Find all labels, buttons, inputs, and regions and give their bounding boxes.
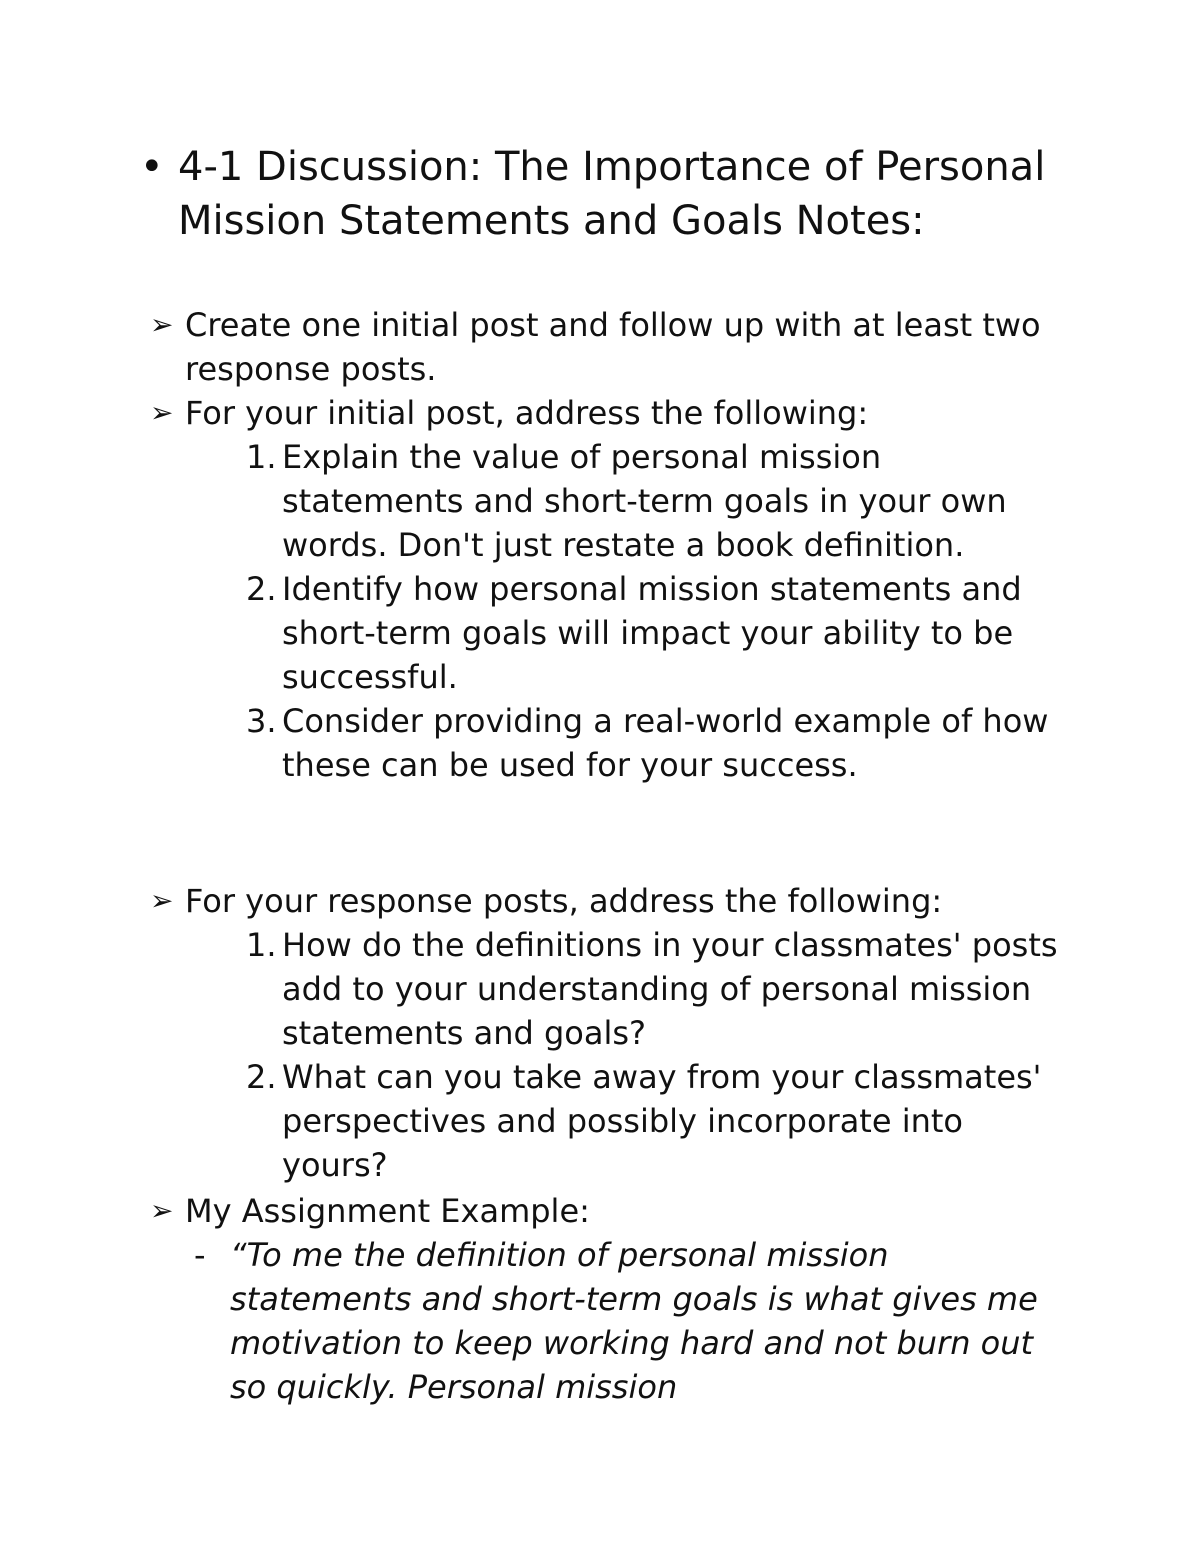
arrow-bullet-icon: ➢ <box>150 396 174 429</box>
number-marker: 1. <box>246 438 277 476</box>
arrow-bullet-icon: ➢ <box>150 884 174 917</box>
numbered-item <box>246 923 1070 1055</box>
list-item-text: For your initial post, address the following: <box>185 394 869 432</box>
list-item-text: For your response posts, address the following: <box>185 882 943 920</box>
example-quote <box>194 1233 1070 1409</box>
example-quote-text: “To me the definition of personal mission statements and short-term goals is what gives me motivation to keep working hard and not burn out so quickly. Personal mission <box>230 1236 1038 1406</box>
arrow-bullet-icon: ➢ <box>150 1194 174 1227</box>
numbered-item-text: Identify how personal mission statements and short-term goals will impact your ability to be successful. <box>282 570 1022 696</box>
page-title: 4-1 Discussion: The Importance of Personal Mission Statements and Goals Notes: <box>178 144 1046 244</box>
numbered-item <box>246 1055 1070 1187</box>
numbered-list <box>246 923 1070 1187</box>
number-marker: 2. <box>246 570 277 608</box>
instruction-initial-post <box>150 391 1070 787</box>
number-marker: 2. <box>246 1058 277 1096</box>
numbered-item-text: What can you take away from your classmates' perspectives and possibly incorporate into yours? <box>282 1058 1042 1184</box>
assignment-example <box>150 1189 1070 1409</box>
numbered-item-text: Consider providing a real-world example of how these can be used for your success. <box>282 702 1049 784</box>
numbered-item-text: How do the definitions in your classmates' posts add to your understanding of personal mission statements and goals? <box>282 926 1058 1052</box>
list-item-text: My Assignment Example: <box>185 1192 590 1230</box>
dash-marker: - <box>194 1236 206 1274</box>
instruction-create-post <box>150 303 1070 391</box>
number-marker: 1. <box>246 926 277 964</box>
number-marker: 3. <box>246 702 277 740</box>
numbered-item <box>246 699 1070 787</box>
list-item-text: Create one initial post and follow up with at least two response posts. <box>185 306 1041 388</box>
arrow-bullet-icon: ➢ <box>150 308 174 341</box>
numbered-item-text: Explain the value of personal mission statements and short-term goals in your own words. Don't just restate a book definition. <box>282 438 1007 564</box>
numbered-item <box>246 567 1070 699</box>
list-item <box>150 303 1070 391</box>
bullet-icon: • <box>140 144 164 190</box>
list-item <box>150 1189 1070 1233</box>
numbered-item <box>246 435 1070 567</box>
numbered-list <box>246 435 1070 787</box>
list-item <box>150 391 1070 435</box>
instruction-response-posts <box>150 879 1070 1187</box>
list-item <box>150 879 1070 923</box>
